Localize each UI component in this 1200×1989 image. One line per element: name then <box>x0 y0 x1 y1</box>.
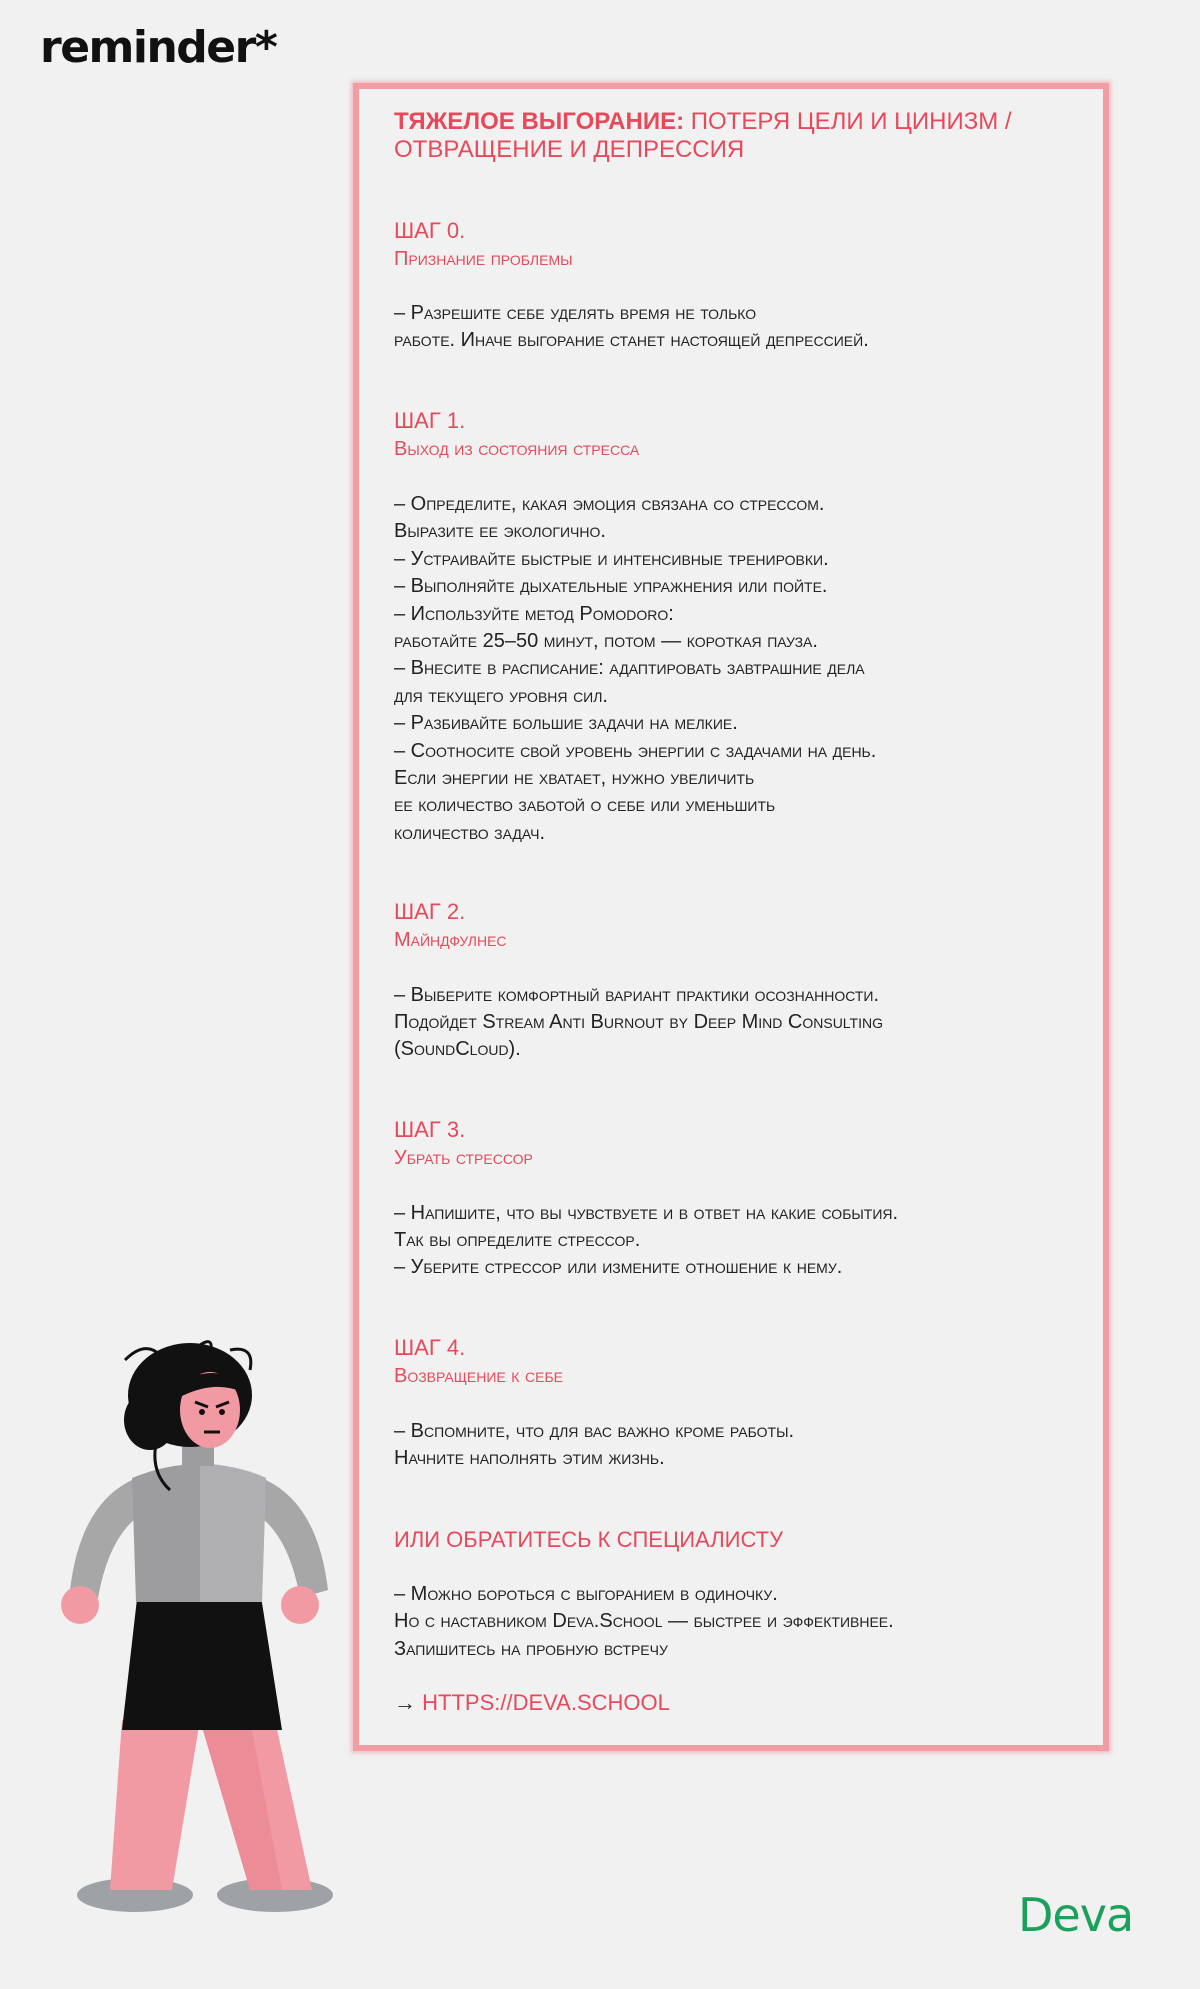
deva-logo: Deva <box>1018 1888 1134 1942</box>
step-1-line: Выразите ее экологично. <box>394 520 606 542</box>
frustrated-girl-illustration <box>50 1340 350 1920</box>
step-3-label: ШАГ 3. <box>394 1117 466 1142</box>
step-2-subtitle: Майндфулнес <box>394 929 507 951</box>
step-2-line: Подойдет Stream Anti Burnout by Deep Mind Consulting <box>394 1011 883 1033</box>
step-4-line: Начните наполнять этим жизнь. <box>394 1447 665 1469</box>
step-3-line: – Напишите, что вы чувствуете и в ответ на какие события. <box>394 1202 899 1224</box>
step-1-line: ее количество заботой о себе или уменьшить <box>394 794 776 816</box>
step-0-label: ШАГ 0. <box>394 218 466 243</box>
step-1-line: – Соотносите свой уровень энергии с задачами на день. <box>394 740 877 762</box>
specialist-line: – Можно бороться с выгоранием в одиночку. <box>394 1583 778 1605</box>
step-2-line: – Выберите комфортный вариант практики осознанности. <box>394 984 880 1006</box>
step-4-line: – Вспомните, что для вас важно кроме работы. <box>394 1420 795 1442</box>
school-link-row <box>394 1690 670 1716</box>
step-1-line: работайте 25–50 минут, потом — короткая пауза. <box>394 630 818 652</box>
page-title: ТЯЖЕЛОЕ ВЫГОРАНИЕ: ПОТЕРЯ ЦЕЛИ И ЦИНИЗМ / <box>394 108 1012 135</box>
step-0-line: работе. Иначе выгорание станет настоящей депрессией. <box>394 329 869 351</box>
step-1-line: – Используйте метод Pomodoro: <box>394 603 674 625</box>
step-2-label: ШАГ 2. <box>394 899 466 924</box>
reminder-logo: reminder* <box>40 22 277 73</box>
school-link[interactable]: HTTPS://DEVA.SCHOOL <box>422 1690 670 1715</box>
step-1-line: – Внесите в расписание: адаптировать завтрашние дела <box>394 657 865 679</box>
specialist-line: Запишитесь на пробную встречу <box>394 1638 668 1660</box>
step-3-line: Так вы определите стрессор. <box>394 1229 641 1251</box>
step-1-label: ШАГ 1. <box>394 408 466 433</box>
step-1-line: для текущего уровня сил. <box>394 685 608 707</box>
step-1-line: – Разбивайте большие задачи на мелкие. <box>394 712 738 734</box>
step-0-subtitle: Признание проблемы <box>394 248 573 270</box>
specialist-heading: ИЛИ ОБРАТИТЕСЬ К СПЕЦИАЛИСТУ <box>394 1527 784 1552</box>
page-title-line2: ОТВРАЩЕНИЕ И ДЕПРЕССИЯ <box>394 136 745 163</box>
step-0-line: – Разрешите себе уделять время не только <box>394 302 757 324</box>
step-4-subtitle: Возвращение к себе <box>394 1365 563 1387</box>
specialist-line: Но с наставником Deva.School — быстрее и эффективнее. <box>394 1610 894 1632</box>
step-1-subtitle: Выход из состояния стресса <box>394 438 640 460</box>
step-2-line: (SoundCloud). <box>394 1038 521 1060</box>
step-1-line: – Устраивайте быстрые и интенсивные тренировки. <box>394 548 829 570</box>
step-1-line: – Выполняйте дыхательные упражнения или пойте. <box>394 575 828 597</box>
arrow-right-icon: → <box>394 1690 423 1715</box>
step-3-line: – Уберите стрессор или измените отношение к нему. <box>394 1256 843 1278</box>
step-4-label: ШАГ 4. <box>394 1335 466 1360</box>
step-1-line: Если энергии не хватает, нужно увеличить <box>394 767 755 789</box>
step-3-subtitle: Убрать стрессор <box>394 1147 533 1169</box>
step-1-line: количество задач. <box>394 822 546 844</box>
step-1-line: – Определите, какая эмоция связана со стрессом. <box>394 493 825 515</box>
